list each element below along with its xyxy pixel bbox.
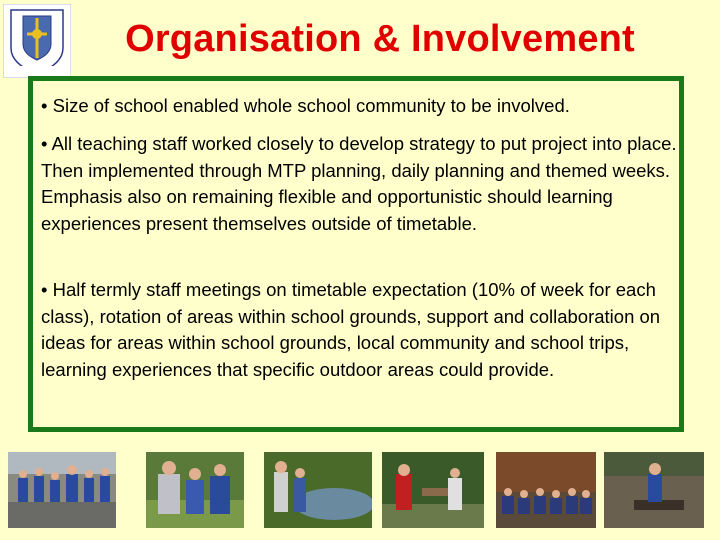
school-logo (3, 4, 71, 78)
photo-children-costumes (146, 452, 244, 528)
content-panel (28, 76, 684, 432)
bullet-staff-meetings: • Half termly staff meetings on timetable expectation (10% of week for each class), rotation of areas within school grounds, support and collaboration on ideas for areas within school grounds, local community and school trips, learning experiences that specific outdoor areas could provide. (41, 279, 661, 380)
photo-child-outdoor-bench (604, 452, 704, 528)
photo-strip (0, 452, 720, 532)
photo-class-indoors (496, 452, 596, 528)
photo-children-garden (382, 452, 484, 528)
slide-title: Organisation & Involvement (125, 18, 635, 60)
bullet-teaching-staff: • All teaching staff worked closely to develop strategy to put project into place. Then implemented through MTP planning, daily planning and themed weeks. Emphasis also on remaining flexible and opportunistic should learning experiences present themselves outside of timetable. (41, 133, 677, 234)
photo-children-pond (264, 452, 372, 528)
bullet-community: • Size of school enabled whole school community to be involved. (41, 95, 570, 116)
photo-children-group (8, 452, 116, 528)
